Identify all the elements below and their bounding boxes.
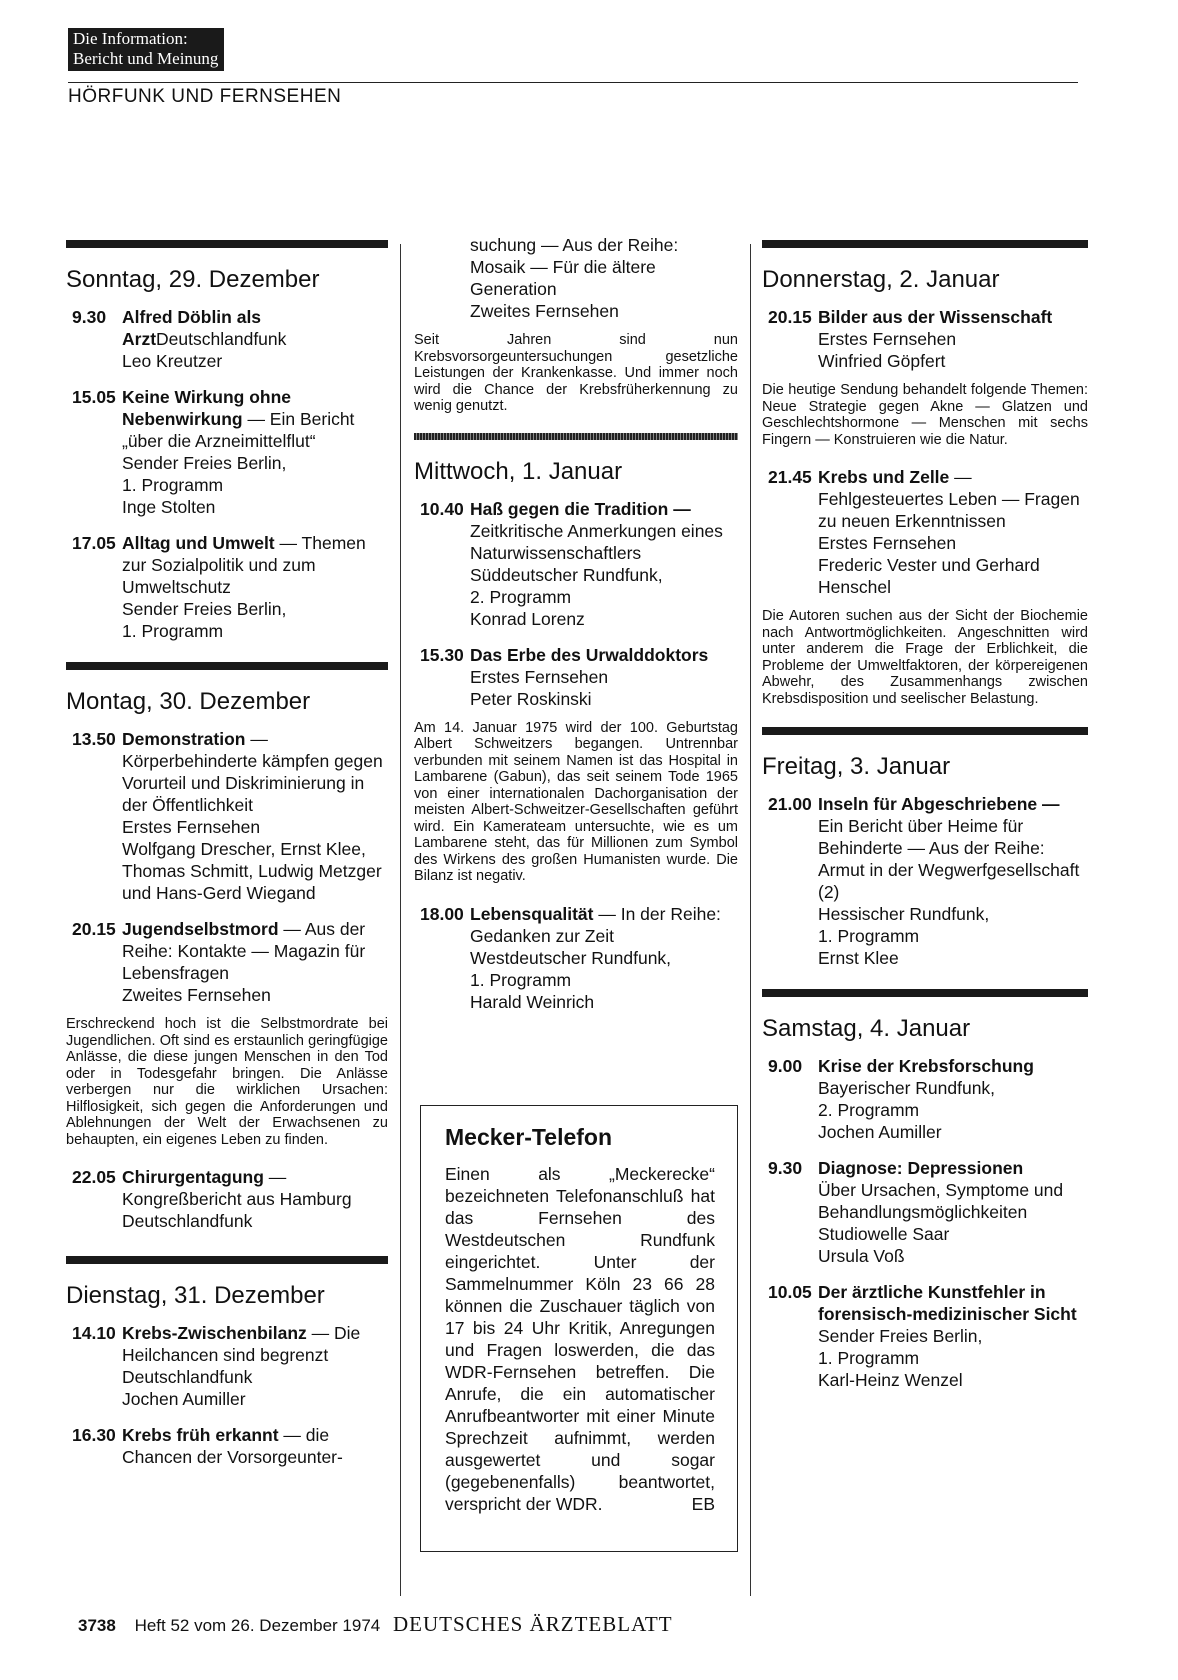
program-continuation: suchung — Aus der Reihe: Mosaik — Für die ältere Generation Zweites Fernsehen [470, 235, 679, 321]
program-entry [762, 306, 1088, 372]
program-entry [762, 1281, 1088, 1391]
program-details: Bayerischer Rundfunk, 2. Programm Jochen Aumiller [818, 1078, 996, 1142]
day-bar [66, 662, 388, 670]
program-description: Am 14. Januar 1975 wird der 100. Geburtstag Albert Schweitzers begangen. Untrennbar verbunden mit seinem Namen ist das Hospital in Lambarene (Gabun), das seit seinem Tode 1965 von einer internationalen Dachorganisation der meisten Albert-Schweitzer-Gesellschaften geführt wird. Ein Kamerateam untersuchte, wie es um Lambarene steht, das für Millionen zum Symbol des Wirkens des großen Humanisten wurde. Die Bilanz ist negativ. [414, 719, 738, 884]
program-title: Diagnose: Depressionen [818, 1158, 1024, 1178]
program-time: 9.00 [768, 1056, 803, 1076]
program-time: 9.30 [768, 1158, 803, 1178]
program-details: Ein Bericht über Heime für Behinderte — Aus der Reihe: Armut in der Wegwerfgesellschaft (2) Hessischer Rundfunk, 1. Programm Ernst Klee [818, 816, 1080, 968]
program-time: 22.05 [72, 1167, 116, 1187]
program-details: — Fehlgesteuertes Leben — Fragen zu neuen Erkenntnissen Erstes Fernsehen Frederic Vester und Gerhard Henschel [818, 467, 1080, 597]
section-tag [68, 28, 224, 71]
day-bar [762, 727, 1088, 735]
program-details: — Themen zur Sozialpolitik und zum Umweltschutz Sender Freies Berlin, 1. Programm [122, 533, 366, 641]
program-entry [762, 793, 1088, 969]
column-2 [414, 235, 738, 1027]
box-title: Mecker-Telefon [445, 1124, 613, 1150]
program-time: 15.05 [72, 387, 116, 407]
box-body: Einen als „Meckerecke“ bezeichneten Telefonanschluß hat das Fernsehen des Westdeutschen Rundfunk eingerichtet. Unter der Sammelnummer Köln 23 66 28 können die Zuschauer täglich von 17 bis 24 Uhr Kritik, Anregungen und Fragen loswerden, die das WDR-Fernsehen betreffen. Die Anrufe, die ein automatischer Anrufbeantworter mit einer Minute Sprechzeit aufnimmt, werden ausgewertet und sogar (gegebenenfalls) beantwortet, verspricht der WDR. [445, 1164, 715, 1514]
program-time: 10.40 [420, 498, 464, 519]
program-details: Erstes Fernsehen Peter Roskinski [470, 666, 609, 709]
program-time: 21.45 [768, 467, 812, 487]
day-heading: Sonntag, 29. Dezember [66, 266, 320, 293]
program-title: Lebensqualität [470, 903, 594, 924]
program-title: Krebs-Zwischenbilanz [122, 1323, 307, 1343]
program-description: Seit Jahren sind nun Krebsvorsorgeuntersuchungen gesetzliche Leistungen der Krankenkasse. Und immer noch wird die Chance der Krebsfrüherkennung zu wenig genutzt. [414, 332, 738, 414]
program-details: — In der Reihe: Gedanken zur Zeit Westdeutscher Rundfunk, 1. Programm Harald Weinrich [470, 903, 721, 1012]
program-details: Deutschlandfunk Leo Kreutzer [122, 329, 287, 371]
program-time: 21.00 [768, 794, 812, 814]
program-details: — Körperbehinderte kämpfen gegen Vorurteil und Diskriminierung in der Öffentlichkeit Erstes Fernsehen Wolfgang Drescher, Ernst Klee, Thomas Schmitt, Ludwig Metzger und Hans-Gerd Wiegand [122, 729, 383, 903]
program-title: Krebs früh erkannt [122, 1425, 279, 1445]
program-time: 20.15 [72, 919, 116, 939]
page-number: 3738 [78, 1616, 116, 1635]
program-entry [66, 306, 388, 372]
program-title: Chirurgentagung [122, 1167, 264, 1187]
mecker-telefon-box [420, 1105, 738, 1552]
program-details: Sender Freies Berlin, 1. Programm Karl-Heinz Wenzel [818, 1326, 983, 1390]
program-details: — die Chancen der Vorsorgeunter- [122, 1425, 343, 1467]
section-title: HÖRFUNK UND FERNSEHEN [68, 86, 342, 107]
day-bar [66, 240, 388, 248]
program-time: 10.05 [768, 1282, 812, 1302]
program-entry [762, 466, 1088, 598]
program-entry [414, 644, 738, 710]
program-details: Zeitkritische Anmerkungen eines Naturwissenschaftlers Süddeutscher Rundfunk, 2. Programm Konrad Lorenz [470, 520, 723, 629]
program-time: 13.50 [72, 729, 116, 749]
program-time: 15.30 [420, 644, 464, 665]
program-description: Erschreckend hoch ist die Selbstmordrate bei Jugendlichen. Oft sind es erstaunlich geringfügige Anlässe, die diese jungen Menschen in den Tod oder in Todesgefahr bringen. Die Anlässe verbergen nur die wirklichen Ursachen: Hilflosigkeit, sich gegen die Anforderungen und Ablehnungen der Welt der Erwachsenen zu behaupten, ein eigenes Leben zu finden. [66, 1016, 388, 1148]
program-time: 20.15 [768, 307, 812, 327]
program-entry [66, 532, 388, 642]
column-divider-1 [400, 244, 401, 1596]
program-details: Erstes Fernsehen Winfried Göpfert [818, 329, 957, 371]
program-title: Das Erbe des Urwalddoktors [470, 644, 709, 665]
program-title: Krebs und Zelle [818, 467, 950, 487]
program-time: 16.30 [72, 1425, 116, 1445]
program-title: Inseln für Abgeschriebene — [818, 794, 1060, 814]
day-heading: Freitag, 3. Januar [762, 753, 951, 780]
day-heading: Dienstag, 31. Dezember [66, 1282, 325, 1309]
program-entry [66, 1424, 388, 1468]
program-time: 17.05 [72, 533, 116, 553]
day-heading: Mittwoch, 1. Januar [414, 457, 623, 485]
program-time: 18.00 [420, 903, 464, 924]
journal-name: DEUTSCHES ÄRZTEBLATT [392, 1612, 673, 1636]
program-details: — Die Heilchancen sind begrenzt Deutschlandfunk Jochen Aumiller [122, 1323, 361, 1409]
program-title: Krise der Krebsforschung [818, 1056, 1034, 1076]
program-time: 14.10 [72, 1323, 116, 1343]
day-heading: Samstag, 4. Januar [762, 1015, 971, 1042]
tag-line-1: Die Information: [73, 29, 188, 48]
program-details: — Ein Bericht „über die Arzneimittelflut“ Sender Freies Berlin, 1. Programm Inge Stolten [122, 409, 355, 517]
program-entry [66, 1166, 388, 1232]
program-time: 9.30 [72, 307, 107, 327]
program-title: Alfred Döblin als Arzt [122, 307, 262, 349]
day-bar [762, 240, 1088, 248]
program-description: Die Autoren suchen aus der Sicht der Biochemie nach Antwortmöglichkeiten. Angeschnitten wird unter anderem die Frage der Erblichkeit, die Probleme der Umweltfaktoren, der körpereigenen Abwehr, des Zusammenhangs zwischen Krebsdisposition und seelischer Belastung. [762, 608, 1088, 707]
program-details: — Kongreßbericht aus Hamburg Deutschlandfunk [122, 1167, 352, 1231]
column-3 [762, 240, 1088, 1405]
day-heading: Montag, 30. Dezember [66, 688, 311, 715]
day-bar [66, 1256, 388, 1264]
program-details: Über Ursachen, Symptome und Behandlungsmöglichkeiten Studiowelle Saar Ursula Voß [818, 1180, 1064, 1266]
program-entry [66, 386, 388, 518]
program-title: Jugendselbstmord [122, 919, 279, 939]
column-1 [66, 240, 388, 1482]
program-entry [762, 1157, 1088, 1267]
program-entry [66, 918, 388, 1006]
program-entry [66, 728, 388, 904]
day-heading: Donnerstag, 2. Januar [762, 266, 1000, 293]
program-title: Alltag und Umwelt [122, 533, 275, 553]
box-signature: EB [691, 1494, 715, 1514]
program-entry [414, 903, 738, 1013]
issue-info: Heft 52 vom 26. Dezember 1974 [134, 1616, 381, 1635]
program-title: Der ärztliche Kunstfehler in forensisch-medizinischer Sicht [818, 1282, 1077, 1324]
header-rule [68, 82, 1078, 83]
day-bar [414, 433, 738, 440]
program-title: Bilder aus der Wissenschaft [818, 307, 1053, 327]
tag-line-2: Bericht und Meinung [73, 49, 219, 68]
program-description: Die heutige Sendung behandelt folgende Themen: Neue Strategie gegen Akne — Glatzen und Geschlechtshormone — Menschen mit sechs Fingern — Konstruieren wie die Natur. [762, 382, 1088, 448]
program-title: Demonstration [122, 729, 246, 749]
program-entry [762, 1055, 1088, 1143]
day-bar [762, 989, 1088, 997]
box-text [445, 1163, 715, 1515]
column-divider-2 [750, 244, 751, 1596]
program-details: — Aus der Reihe: Kontakte — Magazin für Lebensfragen Zweites Fernsehen [122, 919, 366, 1005]
program-entry [414, 498, 738, 630]
program-entry [66, 1322, 388, 1410]
program-title: Haß gegen die Tradition — [470, 498, 691, 519]
page-footer [78, 1612, 673, 1637]
program-title: Keine Wirkung ohne Nebenwirkung [122, 387, 292, 429]
